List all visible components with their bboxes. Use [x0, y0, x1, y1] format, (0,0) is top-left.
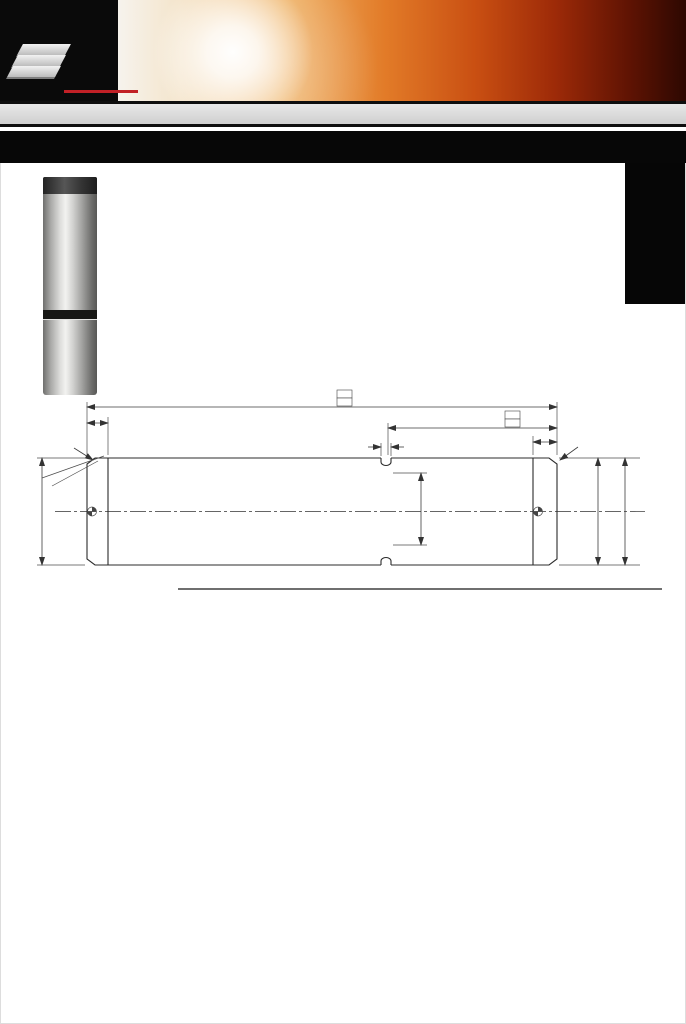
section-bar	[0, 101, 686, 127]
size-table	[178, 588, 662, 590]
guide-pillar-image	[43, 177, 97, 395]
technical-drawing	[0, 385, 686, 590]
banner-gradient-art	[118, 0, 686, 101]
drawing-svg	[0, 385, 686, 590]
center-mark	[88, 507, 97, 516]
side-black-block	[625, 163, 686, 304]
logo-plate-icon	[17, 44, 71, 55]
pillar-groove-ring	[43, 310, 97, 320]
brand-tagline-strip	[64, 90, 138, 93]
header-banner	[0, 0, 686, 101]
part-code-bar	[0, 131, 686, 163]
pillar-top-cap	[43, 177, 97, 194]
product-photo	[28, 168, 178, 403]
logo-plate-icon	[12, 55, 66, 66]
brand-logo	[10, 44, 125, 98]
logo-plate-icon	[7, 66, 61, 77]
center-mark	[534, 507, 543, 516]
